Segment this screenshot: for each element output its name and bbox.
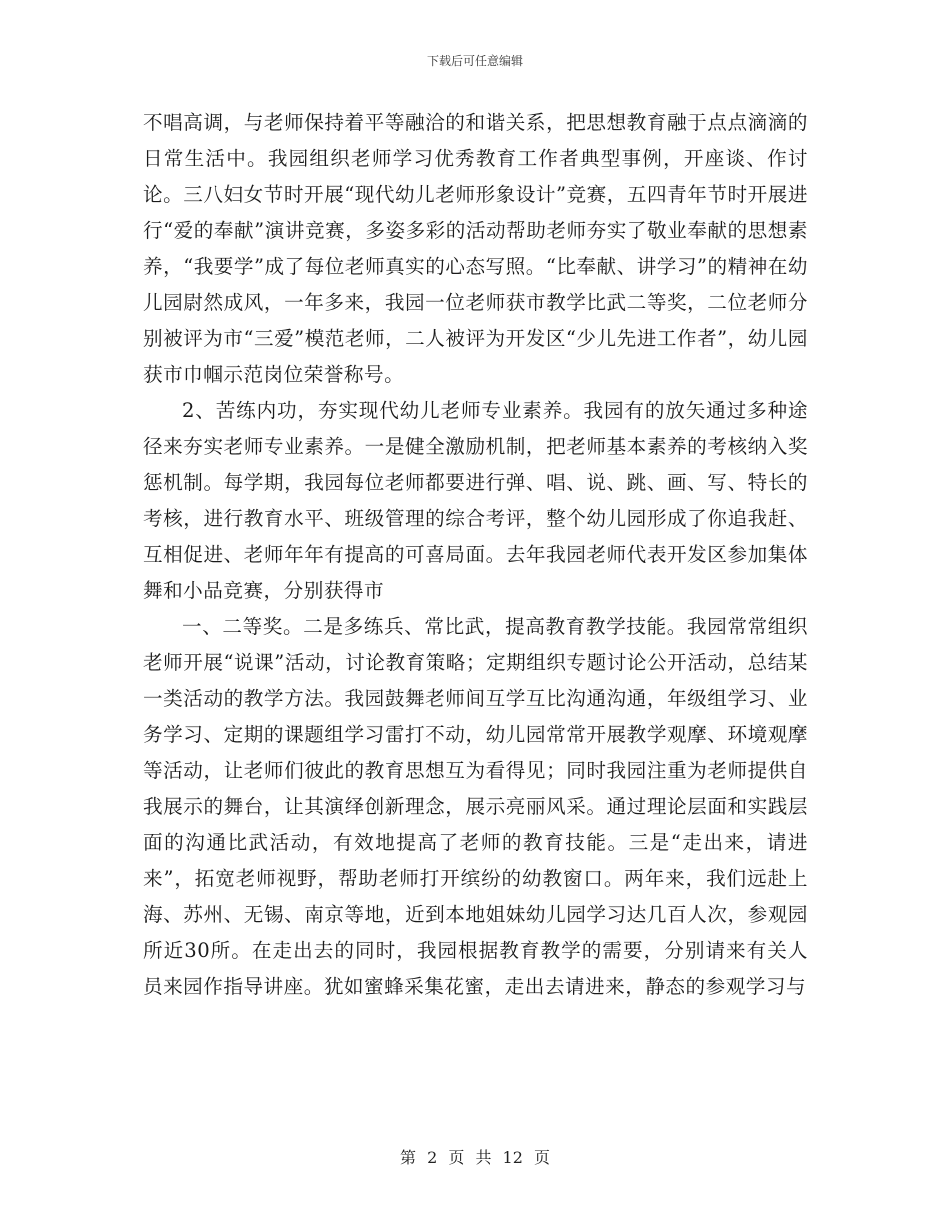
paragraph-1: 不唱高调，与老师保持着平等融洽的和谐关系，把思想教育融于点点滴滴的日常生活中。我园组织老师学习优秀教育工作者典型事例，开座谈、作讨论。三八妇女节时开展“现代幼儿老师形象设计”竞赛，五四青年节时开展进行“爱的奉献”演讲竞赛，多姿多彩的活动帮助老师夯实了敬业奉献的思想素养，“我要学”成了每位老师真实的心态写照。“比奉献、讲学习”的精神在幼儿园尉然成风，一年多来，我园一位老师获市教学比武二等奖，二位老师分别被评为市“三爱”模范老师，二人被评为开发区“少儿先进工作者”，幼儿园获市巾帼示范岗位荣誉称号。 — [143, 111, 808, 386]
paragraph-3: 一、二等奖。二是多练兵、常比武，提高教育教学技能。我园常常组织老师开展“说课”活动，讨论教育策略；定期组织专题讨论公开活动，总结某一类活动的教学方法。我园鼓舞老师间互学互比沟通沟通，年级组学习、业务学习、定期的课题组学习雷打不动，幼儿园常常开展教学观摩、环境观摩等活动，让老师们彼此的教育思想互为看得见；同时我园注重为老师提供自我展示的舞台，让其演绎创新理念，展示亮丽风采。通过理论层面和实践层面的沟通比武活动，有效地提高了老师的教育技能。三是“走出来，请进来”，拓宽老师视野，帮助老师打开缤纷的幼教窗口。两年来，我们远赴上海、苏州、无锡、南京等地，近到本地姐妹幼儿园学习达几百人次，参观园所近30所。在走出去的同时，我园根据教育教学的需要，分别请来有关人员来园作指导讲座。犹如蜜蜂采集花蜜，走出去请进来，静态的参观学习与 — [143, 615, 808, 998]
page-header: 下载后可任意编辑 — [426, 54, 523, 68]
document-body — [143, 105, 808, 1005]
paragraph-2: 2、苦练内功，夯实现代幼儿老师专业素养。我园有的放矢通过多种途径来夯实老师专业素养。一是健全激励机制，把老师基本素养的考核纳入奖惩机制。每学期，我园每位老师都要进行弹、唱、说、跳、画、写、特长的考核，进行教育水平、班级管理的综合考评，整个幼儿园形成了你追我赶、互相促进、老师年年有提高的可喜局面。去年我园老师代表开发区参加集体舞和小品竞赛，分别获得市 — [143, 399, 808, 602]
page-number-footer: 第 2 页 共 12 页 — [400, 1148, 550, 1167]
